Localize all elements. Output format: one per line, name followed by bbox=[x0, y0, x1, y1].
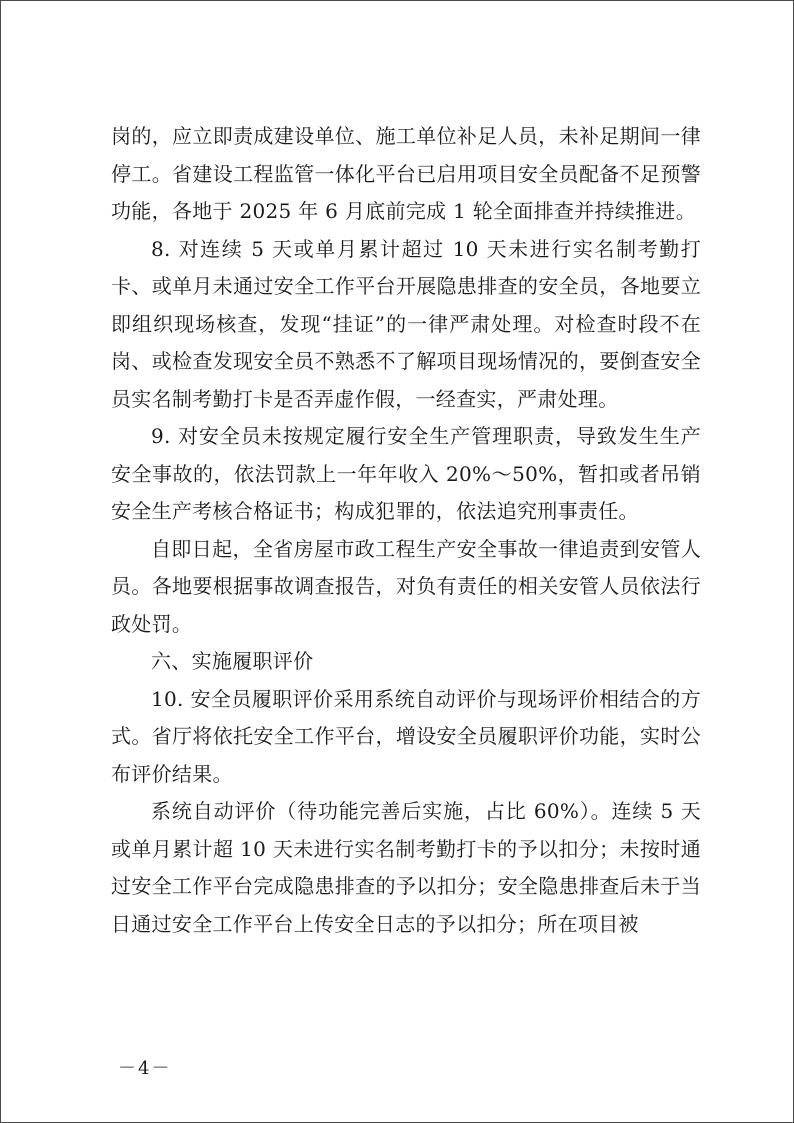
page-number: －4－ bbox=[118, 1058, 172, 1079]
paragraph-staffing-suspension: 岗的，应立即责成建设单位、施工单位补足人员，未补足期间一律停工。省建设工程监管一体化平台已启用项目安全员配备不足预警功能，各地于 2025 年 6 月底前完成 1 轮全面排查并持续推进。 bbox=[111, 124, 701, 223]
paragraph-accident-accountability: 自即日起，全省房屋市政工程生产安全事故一律追责到安管人员。各地要根据事故调查报告，对负有责任的相关安管人员依法行政处罚。 bbox=[111, 536, 701, 636]
paragraph-item-10-evaluation-method: 10. 安全员履职评价采用系统自动评价与现场评价相结合的方式。省厅将依托安全工作平台，增设安全员履职评价功能，实时公布评价结果。 bbox=[111, 686, 701, 786]
paragraph-system-auto-evaluation: 系统自动评价（待功能完善后实施，占比 60%）。连续 5 天或单月累计超 10 天未进行实名制考勤打卡的予以扣分；未按时通过安全工作平台完成隐患排查的予以扣分；安全隐患排查后未于当日通过安全工作平台上传安全日志的予以扣分；所在项目被 bbox=[111, 799, 701, 936]
paragraph-item-9-penalties: 9. 对安全员未按规定履行安全生产管理职责，导致发生生产安全事故的，依法罚款上一年年收入 20%～50%，暂扣或者吊销安全生产考核合格证书；构成犯罪的，依法追究刑事责任。 bbox=[111, 424, 701, 523]
paragraph-item-8-attendance-check: 8. 对连续 5 天或单月累计超过 10 天未进行实名制考勤打卡、或单月未通过安全工作平台开展隐患排查的安全员，各地要立即组织现场核查，发现“挂证”的一律严肃处理。对检查时段不在岗、或检查发现安全员不熟悉不了解项目现场情况的，要倒查安全员实名制考勤打卡是否弄虚作假，一经查实，严肃处理。 bbox=[111, 236, 701, 411]
document-body bbox=[111, 118, 701, 943]
section-heading-performance-evaluation: 六、实施履职评价 bbox=[151, 649, 314, 673]
